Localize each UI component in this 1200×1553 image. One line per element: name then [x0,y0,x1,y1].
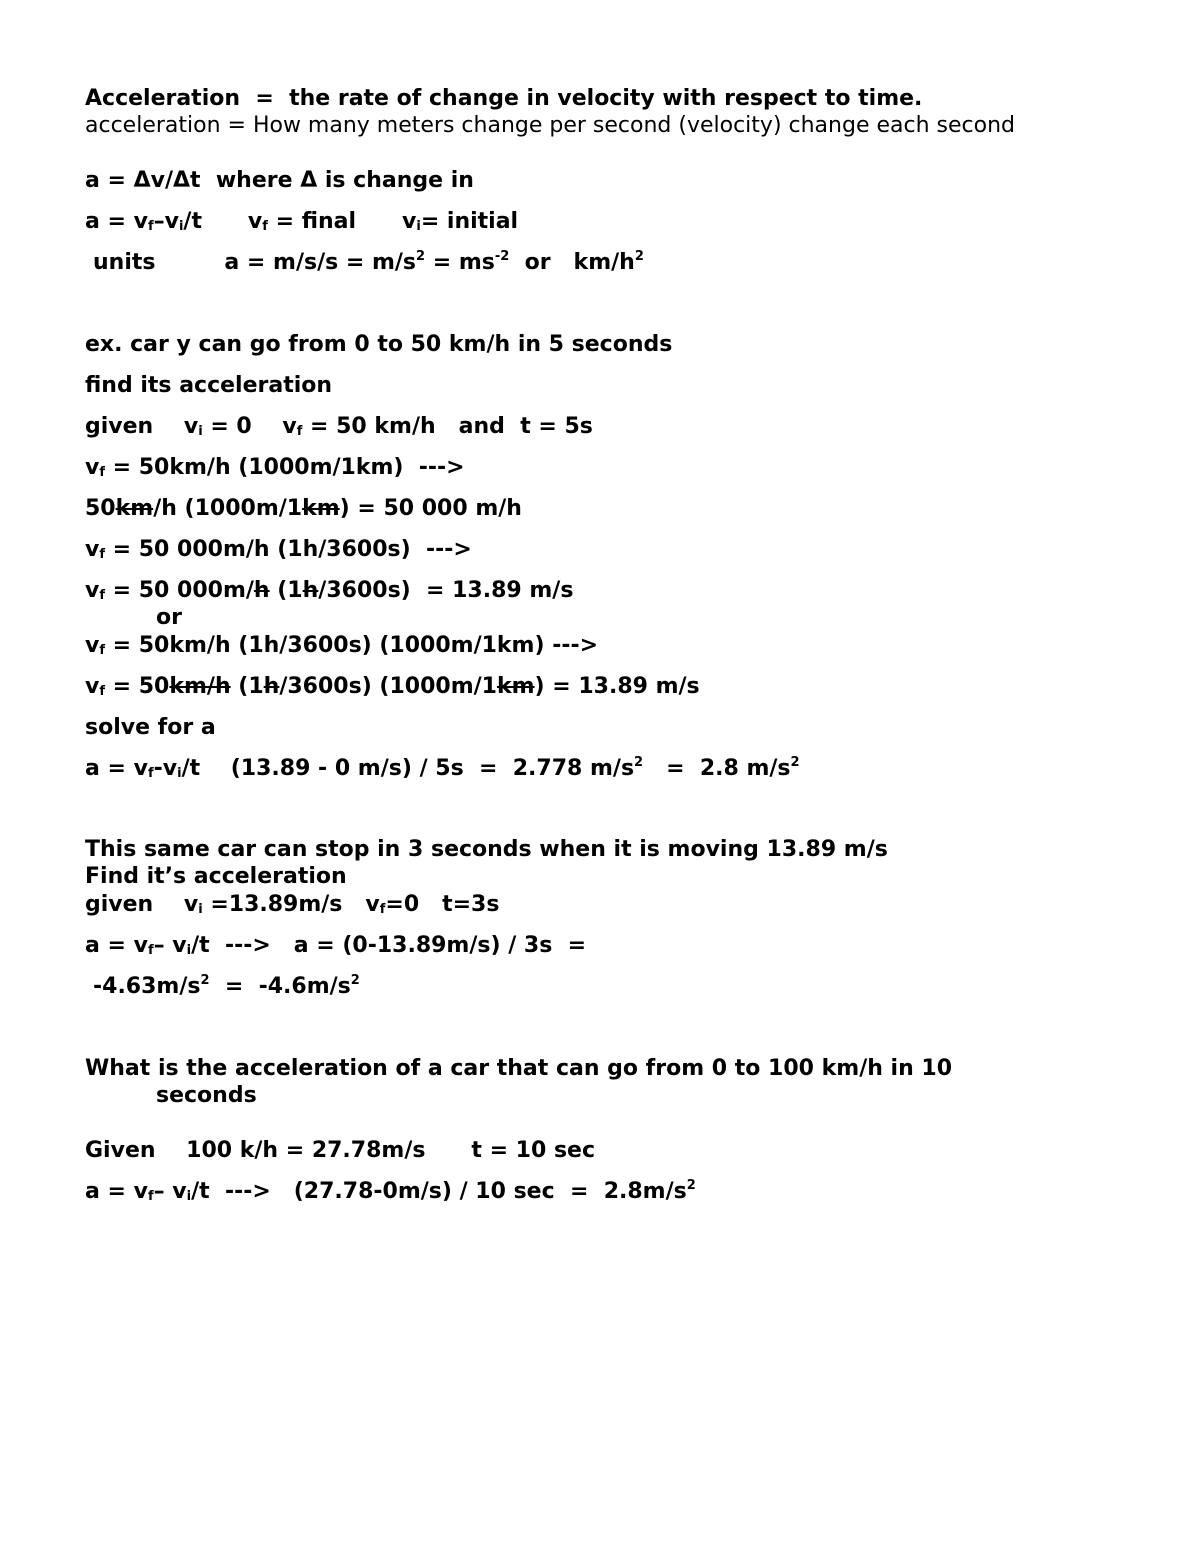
example1-solution: $a = v_f-v_i/t$ (13.89 - 0 m/s) / 5s = 2.778 $m/s^2 = 2.8$ $m/s^2$ [85,755,800,781]
or-word: or [156,605,182,630]
example2-problem: This same car can stop in 3 seconds when it is moving 13.89 m/s [85,837,888,862]
example1-step1: $v_f = 50km/h$ (1000m/1km) ---> [85,455,465,480]
example1-step5: $v_f = 50km/h$ (1h/3600s) (1000m/1km) ---> [85,633,599,658]
example1-step2: 50km/h (1000m/1km) = 50 000 m/h [85,496,522,521]
example2-given: given $v_i =13.89m/s$ $v_f=0$ t=3s [85,892,500,917]
solve-for-a: solve for a [85,715,216,740]
example1-step6: $v_f = 50km/h$ (1h/3600s) (1000m/1km) = 13.89 m/s [85,674,700,699]
example3-solution: $a = v_f-$ $v_i/t$ ---> (27.78-0m/s) / 10 $\sec = 2.8m/s^2$ [85,1178,696,1204]
example1-step3: $v_f = 50$ 000m/h (1h/3600s) ---> [85,537,472,562]
units-label: units [93,250,156,275]
definition-title: Acceleration = the rate of change in velocity with respect to time. [85,86,923,111]
example3-problem-cont: seconds [156,1083,257,1108]
definition-plain: acceleration = How many meters change per second (velocity) change each second [85,113,1015,138]
units-line: units $a = m/s/s = m/s^2 = ms^{-2}$ or $km/h^2$ [93,249,644,275]
example2-solution: $-4.63m/s^2 = -4.6m/s^2$ [93,973,360,999]
example2-find: Find it’s acceleration [85,864,347,889]
formula-delta: a = Δv/Δt where Δ is change in [85,168,474,193]
example1-problem: ex. car y can go from 0 to 50 km/h in 5 seconds [85,332,673,357]
example1-step4: $v_f = 50$ 000m/h (1h/3600s) = 13.89 m/s [85,578,574,603]
formula-final-initial: $a = v_f-v_i/t$ $v_f$ = final $v_i=$ initial [85,209,519,234]
example3-problem: What is the acceleration of a car that can go from 0 to 100 km/h in 10 [85,1056,953,1081]
example1-given: given $v_i = 0$ $v_f = 50$ km/h and t = 5s [85,414,593,439]
example3-given: Given 100 k/h = 27.78m/s t = 10 sec [85,1138,596,1163]
example2-step1: $a = v_f-$ $v_i/t$ ---> a = (0-13.89m/s) / 3s = [85,933,587,958]
example1-find: find its acceleration [85,373,333,398]
